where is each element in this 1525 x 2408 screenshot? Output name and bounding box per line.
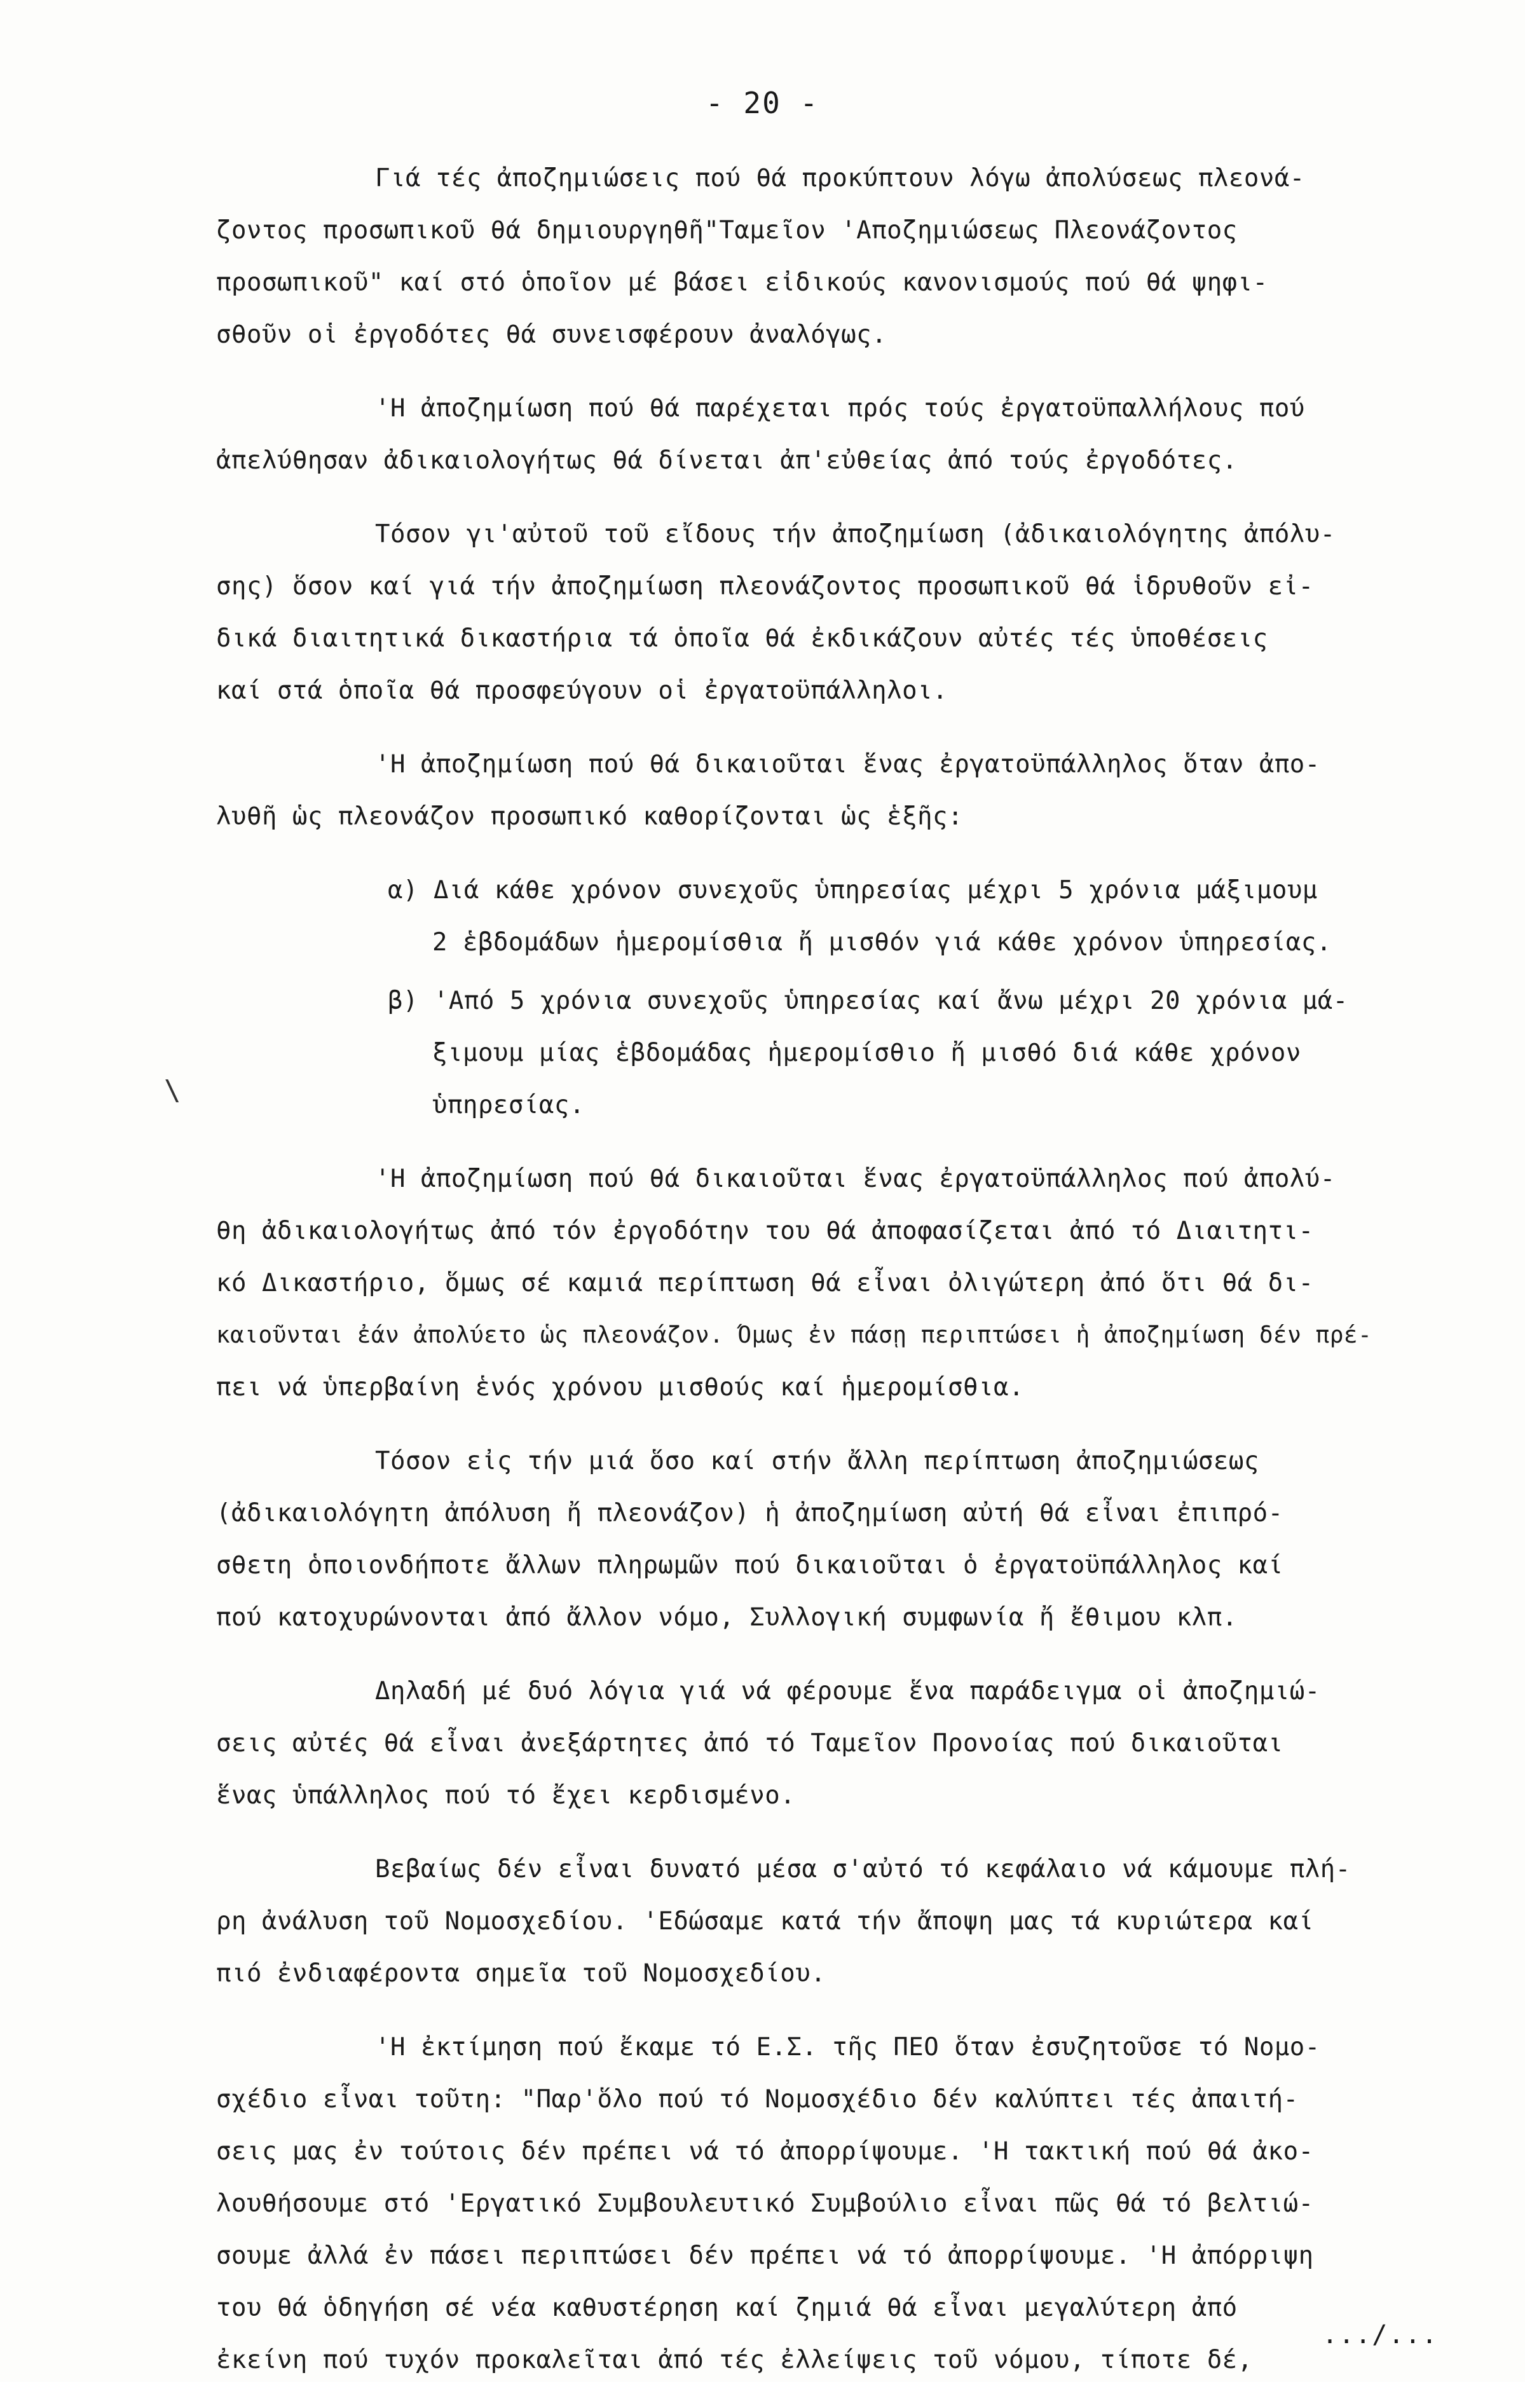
list-item-a — [216, 865, 1462, 969]
text-line: Τόσον εἰς τήν μιά ὅσο καί στήν ἄλλη περίπτωση ἀποζημιώσεως — [375, 1447, 1259, 1475]
text-line: 'Η ἀποζημίωση πού θά δικαιοῦται ἕνας ἐργατοϋπάλληλος ὅταν ἀπο- — [375, 750, 1320, 779]
text-line: ἐκείνη πού τυχόν προκαλεῖται ἀπό τές ἐλλείψεις τοῦ νόμου, τίποτε δέ, — [216, 2346, 1253, 2374]
text-line: λουθήσουμε στό 'Εργατικό Συμβουλευτικό Συμβούλιο εἶναι πῶς θά τό βελτιώ- — [216, 2189, 1314, 2218]
text-line: θη ἀδικαιολογήτως ἀπό τόν ἐργοδότην του θά ἀποφασίζεται ἀπό τό Διαιτητι- — [216, 1217, 1314, 1245]
paragraph-4 — [216, 739, 1462, 843]
text-line: ἀπελύθησαν ἀδικαιολογήτως θά δίνεται ἀπ'εὐθείας ἀπό τούς ἐργοδότες. — [216, 446, 1238, 475]
text-line: σεις μας ἐν τούτοις δέν πρέπει νά τό ἀπορρίψουμε. 'Η τακτική πού θά ἀκο- — [216, 2137, 1314, 2166]
continuation-mark: .../... — [1322, 2320, 1439, 2350]
text-line: σης) ὅσον καί γιά τήν ἀποζημίωση πλεονάζοντος προσωπικοῦ θά ἱδρυθοῦν εἰ- — [216, 572, 1314, 601]
text-line: κό Δικαστήριο, ὅμως σέ καμιά περίπτωση θά εἶναι ὀλιγώτερη ἀπό ὅτι θά δι- — [216, 1269, 1314, 1297]
text-line: του θά ὁδηγήση σέ νέα καθυστέρηση καί ζημιά θά εἶναι μεγαλύτερη ἀπό — [216, 2294, 1238, 2322]
list-line: 2 ἑβδομάδων ἡμερομίσθια ἤ μισθόν γιά κάθε χρόνον ὑπηρεσίας. — [432, 928, 1332, 957]
page-number: - 20 - — [706, 86, 819, 120]
text-line: 'Η ἐκτίμηση πού ἔκαμε τό Ε.Σ. τῆς ΠΕΟ ὅταν ἐσυζητοῦσε τό Νομο- — [375, 2033, 1320, 2062]
text-line: ρη ἀνάλυση τοῦ Νομοσχεδίου. 'Εδώσαμε κατά τήν ἄποψη μας τά κυριώτερα καί — [216, 1907, 1314, 1936]
list-line: ὑπηρεσίας. — [432, 1091, 585, 1119]
paragraph-2 — [216, 383, 1462, 487]
list-line: ξιμουμ μίας ἑβδομάδας ἡμερομίσθιο ἤ μισθό διά κάθε χρόνον — [432, 1039, 1301, 1067]
list-line: α) Διά κάθε χρόνον συνεχοῦς ὑπηρεσίας μέχρι 5 χρόνια μάξιμουμ — [388, 876, 1318, 905]
text-line: Τόσον γι'αὐτοῦ τοῦ εἴδους τήν ἀποζημίωση (ἀδικαιολόγητης ἀπόλυ- — [375, 520, 1336, 549]
text-line: πιό ἐνδιαφέροντα σημεῖα τοῦ Νομοσχεδίου. — [216, 1959, 826, 1988]
list-line: β) 'Από 5 χρόνια συνεχοῦς ὑπηρεσίας καί ἄνω μέχρι 20 χρόνια μά- — [388, 987, 1348, 1015]
paragraph-7 — [216, 1666, 1462, 1822]
text-line: ζοντος προσωπικοῦ θά δημιουργηθῆ"Ταμεῖον 'Αποζημιώσεως Πλεονάζοντος — [216, 216, 1238, 245]
paragraph-8 — [216, 1844, 1462, 2000]
text-line: ἕνας ὑπάλληλος πού τό ἔχει κερδισμένο. — [216, 1781, 796, 1810]
paragraph-3 — [216, 509, 1462, 717]
paragraph-5 — [216, 1153, 1462, 1414]
margin-mark: \ — [164, 1074, 181, 1107]
text-line: πει νά ὑπερβαίνη ἑνός χρόνου μισθούς καί ἡμερομίσθια. — [216, 1373, 1024, 1402]
list-item-b — [216, 975, 1462, 1132]
text-line: δικά διαιτητικά δικαστήρια τά ὁποῖα θά ἐκδικάζουν αὐτές τές ὑποθέσεις — [216, 624, 1268, 653]
paragraph-1 — [216, 153, 1462, 361]
text-line: σθοῦν οἱ ἐργοδότες θά συνεισφέρουν ἀναλόγως. — [216, 320, 887, 349]
paragraph-6 — [216, 1435, 1462, 1644]
text-line: καιοῦνται ἐάν ἀπολύετο ὡς πλεονάζον. Όμως ἐν πάσῃ περιπτώσει ἡ ἀποζημίωση δέν πρέ- — [216, 1322, 1372, 1348]
paragraph-9 — [216, 2021, 1462, 2386]
text-line: (ἀδικαιολόγητη ἀπόλυση ἤ πλεονάζον) ἡ ἀποζημίωση αὐτή θά εἶναι ἐπιπρό- — [216, 1499, 1283, 1528]
text-line: πού κατοχυρώνονται ἀπό ἄλλον νόμο, Συλλογική συμφωνία ἤ ἔθιμου κλπ. — [216, 1603, 1238, 1632]
text-line: Βεβαίως δέν εἶναι δυνατό μέσα σ'αὐτό τό κεφάλαιο νά κάμουμε πλή- — [375, 1855, 1351, 1884]
document-body — [216, 153, 1462, 2408]
text-line: 'Η ἀποζημίωση πού θά παρέχεται πρός τούς ἐργατοϋπαλλήλους πού — [375, 394, 1305, 423]
text-line: σχέδιο εἶναι τοῦτη: "Παρ'ὅλο πού τό Νομοσχέδιο δέν καλύπτει τές ἀπαιτή- — [216, 2085, 1299, 2114]
text-line: καί στά ὁποῖα θά προσφεύγουν οἱ ἐργατοϋπάλληλοι. — [216, 676, 948, 705]
text-line: σεις αὐτές θά εἶναι ἀνεξάρτητες ἀπό τό Ταμεῖον Προνοίας πού δικαιοῦται — [216, 1729, 1283, 1758]
text-line: Γιά τές ἀποζημιώσεις πού θά προκύπτουν λόγω ἀπολύσεως πλεονά- — [375, 164, 1305, 193]
text-line: 'Η ἀποζημίωση πού θά δικαιοῦται ἕνας ἐργατοϋπάλληλος πού ἀπολύ- — [375, 1165, 1336, 1193]
text-line: σουμε ἀλλά ἐν πάσει περιπτώσει δέν πρέπει νά τό ἀπορρίψουμε. 'Η ἀπόρριψη — [216, 2241, 1314, 2270]
text-line: προσωπικοῦ" καί στό ὁποῖον μέ βάσει εἰδικούς κανονισμούς πού θά ψηφι- — [216, 268, 1268, 297]
text-line: Δηλαδή μέ δυό λόγια γιά νά φέρουμε ἕνα παράδειγμα οἱ ἀποζημιώ- — [375, 1677, 1320, 1706]
text-line: λυθῆ ὡς πλεονάζον προσωπικό καθορίζονται ὡς ἑξῆς: — [216, 802, 964, 831]
text-line: σθετη ὁποιονδήποτε ἄλλων πληρωμῶν πού δικαιοῦται ὁ ἐργατοϋπάλληλος καί — [216, 1551, 1283, 1580]
